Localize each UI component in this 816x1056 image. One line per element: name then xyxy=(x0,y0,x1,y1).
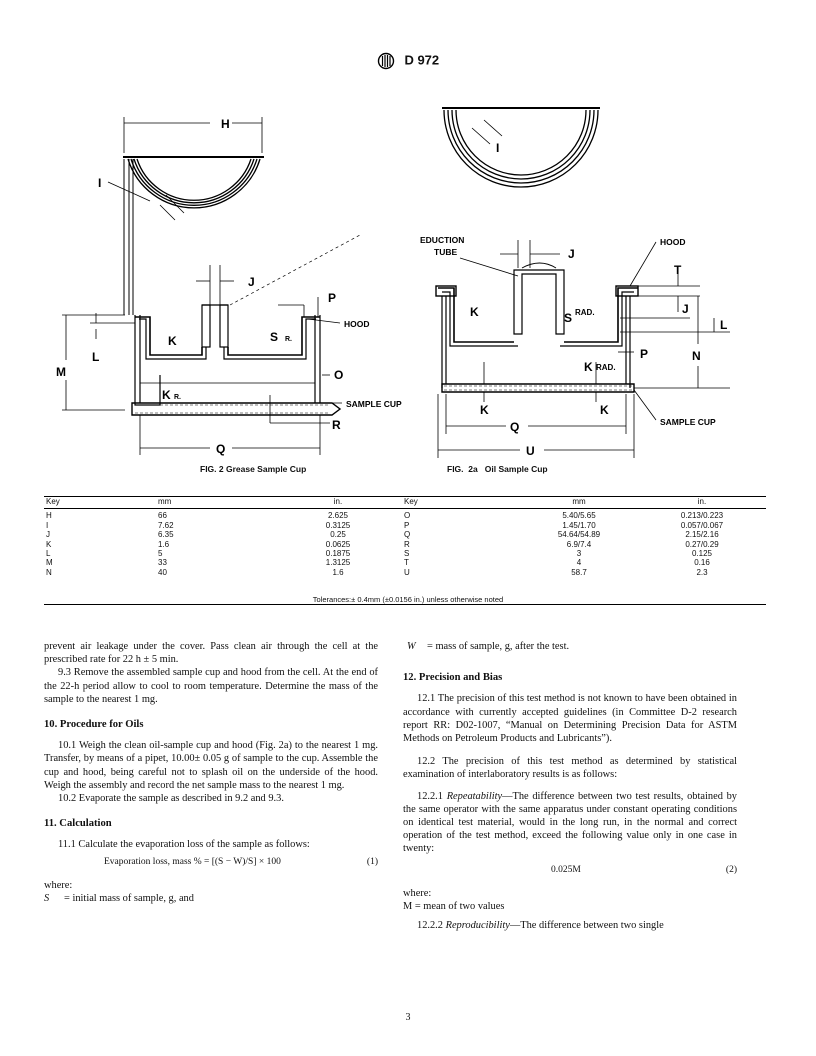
para-number: 12.2.2 xyxy=(417,920,443,932)
section-heading-11: 11. Calculation xyxy=(44,818,112,830)
label-k-rad: K xyxy=(584,360,593,374)
label-p: P xyxy=(640,347,649,361)
label-k: K xyxy=(168,334,177,348)
cell: K xyxy=(46,539,52,549)
label-sample-cup: SAMPLE CUP xyxy=(660,417,716,427)
label-tube: TUBE xyxy=(434,247,458,257)
paragraph-9-3: 9.3 Remove the assembled sample cup and hood from the cell. At the end of the 22-h period allow to cool to room temperature. Determine the mass of the sample to the nearest 1 mg. xyxy=(44,667,378,705)
cell: Q xyxy=(404,530,411,540)
section-heading-12: 12. Precision and Bias xyxy=(403,672,503,684)
cell: R xyxy=(404,539,410,549)
cell: 5 xyxy=(158,549,163,559)
cell: 66 xyxy=(158,511,167,521)
cell: 54.64/54.89 xyxy=(557,530,601,540)
cell: T xyxy=(404,558,409,568)
header-mm: mm xyxy=(520,497,638,509)
table-row xyxy=(44,540,766,549)
cell: H xyxy=(46,511,52,521)
definition-s xyxy=(44,892,378,905)
table-row xyxy=(44,521,766,530)
document-header xyxy=(0,52,816,70)
paragraph-10-1: 10.1 Weigh the clean oil-sample cup and hood (Fig. 2a) to the nearest 1 mg. Transfer, by means of a pipet, 10.00± 0.05 g of sample to the cup. Assemble the cup and hood, being careful not to splash oil on the underside of the hood. Weigh the assembly and record the net sample mass to the nearest 1 mg. xyxy=(44,740,378,791)
caption-fig2: FIG. 2 Grease Sample Cup xyxy=(200,464,307,474)
cell: 7.62 xyxy=(158,520,174,530)
label-j: J xyxy=(568,247,575,261)
cell: 58.7 xyxy=(571,567,587,577)
label-t: T xyxy=(674,263,682,277)
label-s: S xyxy=(564,311,573,325)
label-s-rad: R. xyxy=(285,336,292,343)
cell: M xyxy=(46,558,53,568)
table-row xyxy=(44,530,766,539)
label-hood: HOOD xyxy=(660,237,686,247)
header-mm: mm xyxy=(156,497,274,509)
figure-grease-cup xyxy=(40,105,402,460)
label-kr-sub: R. xyxy=(174,394,181,401)
definition-w-text: = mass of sample, g, after the test. xyxy=(427,641,570,652)
term-reproducibility: Reproducibility xyxy=(445,920,510,932)
cell: S xyxy=(404,549,410,559)
equation-2-number: (2) xyxy=(725,864,737,875)
label-kr: K xyxy=(162,388,171,402)
paragraph: prevent air leakage under the cover. Pass clean air through the cell at the prescribed rate for 22 h ± 5 min. xyxy=(44,641,378,666)
para-number: 12.2.1 xyxy=(417,790,443,802)
paragraph-text: —The difference between two test results, obtained by the same operator with the same apparatus under constant operating conditions on identical test material, would in the long run, in the normal and correct operation of the test method, exceed the following value only in one case in twenty: xyxy=(403,790,737,855)
label-q: Q xyxy=(216,442,226,456)
where-label: where: xyxy=(44,879,73,891)
cell: 0.125 xyxy=(691,549,713,559)
cell: 2.625 xyxy=(327,511,349,521)
cell: 6.35 xyxy=(158,530,174,540)
definition-w xyxy=(403,640,737,653)
label-m: M xyxy=(56,365,66,379)
cell: 5.40/5.65 xyxy=(562,511,596,521)
cell: 0.25 xyxy=(330,530,346,540)
cell: 0.27/0.29 xyxy=(685,539,719,549)
caption-fig2a: FIG. 2a Oil Sample Cup xyxy=(447,464,548,474)
label-q: Q xyxy=(510,420,520,434)
page-number: 3 xyxy=(405,1012,411,1023)
cell: 40 xyxy=(158,567,167,577)
cell: 0.057/0.067 xyxy=(680,520,724,530)
table-bottom-rule xyxy=(44,604,766,605)
key-table-header xyxy=(44,497,766,509)
symbol-s: S xyxy=(44,893,50,905)
label-k-right: K xyxy=(600,403,609,417)
cell: 0.1875 xyxy=(325,549,351,559)
label-i: I xyxy=(496,141,500,155)
label-u: U xyxy=(526,444,535,458)
paragraph-text: —The difference between two single xyxy=(509,920,664,932)
label-hood: HOOD xyxy=(344,319,370,329)
paragraph-12-1: 12.1 The precision of this test method is not known to have been obtained in accordance with currently accepted guidelines (in Committee D-2 research report RR: D02-1007, “Manual on Determining Precision Data for ASTM Methods on Petroleum Products and Lubricants”). xyxy=(403,693,737,745)
label-h: H xyxy=(221,117,230,131)
cell: 33 xyxy=(158,558,167,568)
label-s: S xyxy=(270,330,279,344)
symbol-w: W xyxy=(407,641,416,652)
cell: 0.16 xyxy=(694,558,710,568)
header-key: Key xyxy=(402,497,520,509)
cell: 3 xyxy=(576,549,582,559)
table-row xyxy=(44,549,766,558)
header-in: in. xyxy=(274,497,402,509)
label-rad2: RAD. xyxy=(596,363,616,372)
cell: U xyxy=(404,567,410,577)
cell: I xyxy=(46,520,49,530)
label-j: J xyxy=(248,275,255,289)
equation-2-text: 0.025M xyxy=(551,864,581,875)
paragraph-10-2: 10.2 Evaporate the sample as described in 9.2 and 9.3. xyxy=(58,793,284,805)
paragraph-12-2: 12.2 The precision of this test method as determined by statistical examination of interlaboratory results is as follows: xyxy=(403,756,737,781)
label-j2: J xyxy=(682,302,689,316)
table-row xyxy=(44,568,766,577)
cell: O xyxy=(404,511,411,521)
table-row xyxy=(44,558,766,567)
equation-1-text: Evaporation loss, mass % = [(S − W)/S] × 100 xyxy=(104,856,281,867)
label-l: L xyxy=(720,318,728,332)
cell: J xyxy=(46,530,50,540)
label-sample-cup: SAMPLE CUP xyxy=(346,399,402,409)
label-i: I xyxy=(98,176,102,190)
label-rad: RAD. xyxy=(575,308,595,317)
designation: D 972 xyxy=(404,52,440,68)
key-table xyxy=(44,496,766,577)
label-r: R xyxy=(332,418,341,432)
table-row xyxy=(44,509,766,521)
label-p: P xyxy=(328,291,337,305)
label-o: O xyxy=(334,368,344,382)
cell: 2.3 xyxy=(696,567,708,577)
cell: 0.3125 xyxy=(325,520,351,530)
equation-1 xyxy=(44,856,378,869)
definition-s-text: = initial mass of sample, g, and xyxy=(64,893,194,905)
label-eduction: EDUCTION xyxy=(420,235,465,245)
label-k: K xyxy=(470,305,479,319)
definition-m: M = mean of two values xyxy=(403,901,505,913)
paragraph-12-2-2 xyxy=(403,919,737,932)
cell: 1.45/1.70 xyxy=(562,520,596,530)
figure-oil-cup xyxy=(420,100,770,460)
label-n: N xyxy=(692,349,701,363)
paragraph-11-1: 11.1 Calculate the evaporation loss of the sample as follows: xyxy=(58,839,310,851)
left-column xyxy=(44,640,378,905)
cell: 4 xyxy=(576,558,582,568)
cell: P xyxy=(404,520,410,530)
right-column xyxy=(403,640,737,932)
paragraph-12-2-1 xyxy=(403,790,737,856)
astm-logo-icon xyxy=(377,52,395,70)
header-key: Key xyxy=(44,497,156,509)
cell: 1.3125 xyxy=(325,558,351,568)
cell: 1.6 xyxy=(158,539,170,549)
equation-1-number: (1) xyxy=(366,856,378,867)
cell: 6.9/7.4 xyxy=(566,539,592,549)
section-heading-10: 10. Procedure for Oils xyxy=(44,719,144,731)
where-label: where: xyxy=(403,887,432,899)
header-in: in. xyxy=(638,497,766,509)
label-k-left: K xyxy=(480,403,489,417)
cell: L xyxy=(46,549,51,559)
term-repeatability: Repeatability xyxy=(446,790,503,802)
cell: 1.6 xyxy=(332,567,344,577)
cell: 0.213/0.223 xyxy=(680,511,724,521)
tolerance-note: Tolerances:± 0.4mm (±0.0156 in.) unless otherwise noted xyxy=(312,595,504,604)
cell: 2.15/2.16 xyxy=(685,530,719,540)
cell: N xyxy=(46,567,52,577)
cell: 0.0625 xyxy=(325,539,351,549)
equation-2 xyxy=(403,864,737,877)
label-l: L xyxy=(92,350,100,364)
